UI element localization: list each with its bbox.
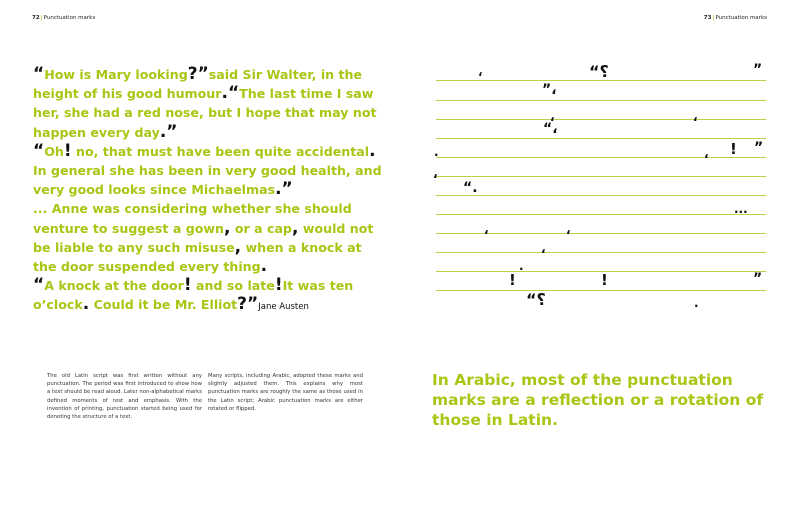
punctuation-mark: ! xyxy=(730,140,737,158)
punctuation-mark: ، xyxy=(541,242,546,256)
punctuation-mark: ! xyxy=(601,271,608,289)
punctuation-mark: ” xyxy=(754,140,764,156)
punctuation-mark: ، xyxy=(484,223,489,237)
baseline-rule xyxy=(436,119,766,120)
punctuation-mark: ، xyxy=(693,110,698,124)
baseline-rule xyxy=(436,100,766,101)
baseline-rule xyxy=(436,195,766,196)
page-number-right: 73 xyxy=(703,15,712,21)
punctuation-mark: “؟ xyxy=(589,62,609,81)
punctuation-mark: . xyxy=(694,296,699,310)
baseline-rule xyxy=(436,252,766,253)
punctuation-mark: ، xyxy=(433,167,438,181)
header-right xyxy=(704,15,767,21)
header-separator-left: | xyxy=(40,15,43,21)
punctuation-mark: ” xyxy=(753,271,763,287)
punctuation-mark: “. xyxy=(463,180,478,196)
punctuation-mark: ” xyxy=(753,62,763,78)
quote-paragraph: “How is Mary looking?”said Sir Walter, in the height of his good humour.“The last time I saw her, she had a red nose, but I hope that may not happen every day.” “Oh! no, that must have been quite accidental. In general she has been in very good health, and very good looks since Michaelmas.” ... Anne was considering whether she should venture to suggest a gown, or a cap, would not be liable to any such misuse, when a knock at the door suspended every thing. “A knock at the door! and so late!It was ten o’clock. Could it be Mr. Elliot?”Jane Austen xyxy=(33,64,382,315)
austen-quote xyxy=(33,65,388,318)
baseline-rule xyxy=(436,214,766,215)
header-title-left: Punctuation marks xyxy=(43,15,96,21)
page-number-left: 72 xyxy=(32,15,40,21)
punctuation-mark: “، xyxy=(543,121,558,137)
header-left xyxy=(32,15,95,21)
header-title-right: Punctuation marks xyxy=(715,15,767,21)
body-column-left: The old Latin script was first written without any punctuation. The period was first introduced to show how a text should be read aloud. Later non-alphabetical marks defined moments of rest and emphasis. With the invention of printing, punctuation started being used for denoting the structure of a text. xyxy=(47,373,202,421)
baseline-rule xyxy=(436,138,766,139)
header-separator-right: | xyxy=(712,15,715,21)
punctuation-mark: ! xyxy=(509,271,516,289)
body-column-right: Many scripts, including Arabic, adopted these marks and slightly adjusted them. This explains why most punctuation marks are roughly the same as those used in the Latin script; Arabic punctuation marks are either rotated or flipped. xyxy=(208,373,363,412)
pull-quote: In Arabic, most of the punctuation marks are a reflection or a rotation of those in Latin. xyxy=(432,371,764,429)
punctuation-mark: . xyxy=(519,259,524,273)
punctuation-mark: “؟ xyxy=(526,290,546,309)
punctuation-mark: ، xyxy=(566,223,571,237)
punctuation-mark: ، xyxy=(550,110,555,124)
baseline-rule xyxy=(436,157,766,158)
punctuation-mark: . xyxy=(434,145,439,159)
quote-attribution: Jane Austen xyxy=(258,302,309,313)
punctuation-mark: ‘ xyxy=(478,70,483,84)
punctuation-mark: ... xyxy=(734,202,748,216)
punctuation-mark: ”، xyxy=(542,82,557,98)
baseline-rule xyxy=(436,176,766,177)
punctuation-diagram xyxy=(433,62,766,312)
punctuation-mark: ، xyxy=(704,147,709,161)
baseline-rule xyxy=(436,290,766,291)
